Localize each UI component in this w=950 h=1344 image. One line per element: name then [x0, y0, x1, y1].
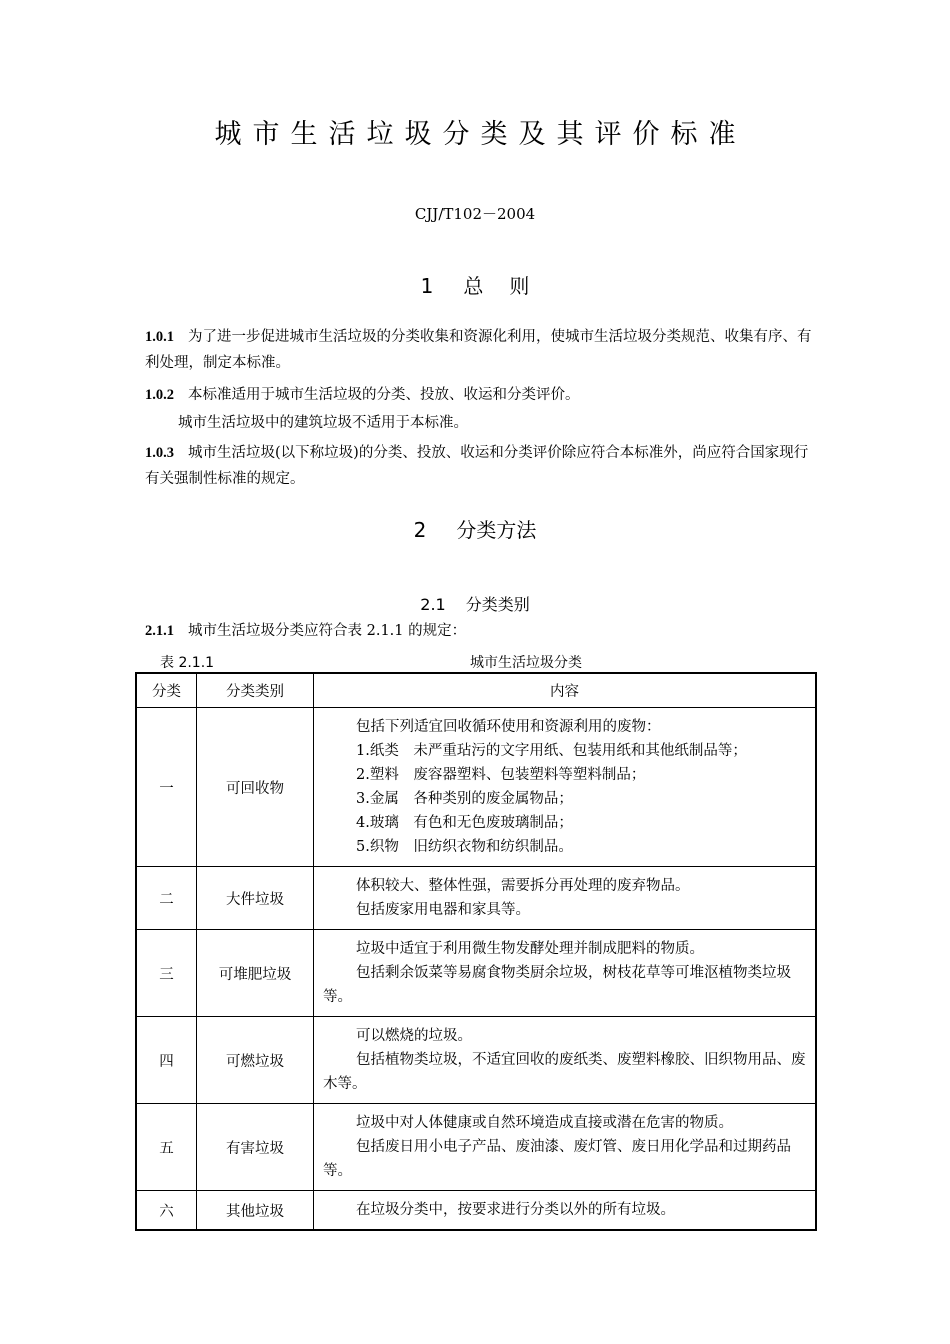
- clause-number: 1.0.1: [145, 329, 174, 345]
- table-header-row: [136, 673, 816, 708]
- content-cell: [314, 1191, 817, 1231]
- table-row: [136, 1104, 816, 1191]
- table-row: [136, 930, 816, 1017]
- clause-2-1-1: [145, 618, 813, 644]
- classification-table: [135, 672, 817, 1231]
- content-line: 包括植物类垃圾，不适宜回收的废纸类、废塑料橡胶、旧织物用品、废木等。: [323, 1052, 806, 1092]
- clause-text: 城市生活垃圾分类应符合表 2.1.1 的规定：: [188, 623, 467, 639]
- content-line: 2.塑料 废容器塑料、包装塑料等塑料制品；: [356, 767, 646, 783]
- category-name-cell: 其他垃圾: [197, 1191, 314, 1231]
- clause-1-0-3: [145, 440, 813, 492]
- clause-1-0-2: [145, 382, 813, 408]
- table-row: [136, 867, 816, 930]
- content-cell: [314, 867, 817, 930]
- category-name-cell: 大件垃圾: [197, 867, 314, 930]
- table-caption: [135, 652, 817, 672]
- content-line: 在垃圾分类中，按要求进行分类以外的所有垃圾。: [356, 1202, 675, 1218]
- category-cell: 一: [136, 708, 197, 867]
- table-row: [136, 1191, 816, 1231]
- category-name-cell: 可燃垃圾: [197, 1017, 314, 1104]
- clause-text: 城市生活垃圾(以下称垃圾)的分类、投放、收运和分类评价除应符合本标准外，尚应符合国家现行有关强制性标准的规定。: [145, 445, 809, 487]
- content-line: 3.金属 各种类别的废金属物品；: [356, 791, 573, 807]
- content-line: 垃圾中对人体健康或自然环境造成直接或潜在危害的物质。: [356, 1115, 733, 1131]
- content-line: 包括剩余饭菜等易腐食物类厨余垃圾，树枝花草等可堆沤植物类垃圾等。: [323, 965, 791, 1005]
- content-line: 包括废家用电器和家具等。: [356, 902, 530, 918]
- category-name-cell: 可回收物: [197, 708, 314, 867]
- content-line: 垃圾中适宜于利用微生物发酵处理并制成肥料的物质。: [356, 941, 704, 957]
- content-line: 体积较大、整体性强，需要拆分再处理的废弃物品。: [356, 878, 690, 894]
- section-2-1-heading: [0, 592, 950, 615]
- section-number: 2.1: [420, 595, 446, 614]
- standard-code: CJJ/T102－2004: [414, 205, 536, 223]
- content-line: 可以燃烧的垃圾。: [356, 1028, 472, 1044]
- content-cell: [314, 930, 817, 1017]
- table-row: [136, 708, 816, 867]
- content-line: 5.织物 旧纺织衣物和纺织制品。: [356, 839, 573, 855]
- category-cell: 二: [136, 867, 197, 930]
- table-caption-title: 城市生活垃圾分类: [470, 655, 582, 671]
- header-content: 内容: [314, 673, 817, 708]
- clause-1-0-1: [145, 324, 813, 376]
- table-caption-id: 表 2.1.1: [160, 655, 215, 671]
- chapter-title: 总则: [463, 274, 556, 298]
- chapter-title: 分类方法: [456, 518, 537, 542]
- clause-number: 1.0.2: [145, 387, 174, 403]
- header-category: 分类: [136, 673, 197, 708]
- chapter-2-heading: [0, 514, 950, 543]
- content-line: 4.玻璃 有色和无色废玻璃制品；: [356, 815, 573, 831]
- clause-1-0-2-note: [178, 410, 846, 436]
- clause-text: 本标准适用于城市生活垃圾的分类、投放、收运和分类评价。: [188, 387, 580, 403]
- document-title: 城市生活垃圾分类及其评价标准: [214, 119, 747, 150]
- clause-text: 城市生活垃圾中的建筑垃圾不适用于本标准。: [178, 415, 468, 431]
- category-cell: 六: [136, 1191, 197, 1231]
- content-line: 包括下列适宜回收循环使用和资源利用的废物：: [356, 719, 661, 735]
- category-cell: 四: [136, 1017, 197, 1104]
- section-title: 分类类别: [465, 595, 530, 614]
- content-cell: [314, 1017, 817, 1104]
- chapter-number: 2: [413, 518, 427, 542]
- clause-number: 2.1.1: [145, 623, 174, 639]
- category-name-cell: 有害垃圾: [197, 1104, 314, 1191]
- table-row: [136, 1017, 816, 1104]
- category-cell: 三: [136, 930, 197, 1017]
- chapter-1-heading: [0, 270, 950, 299]
- clause-text: 为了进一步促进城市生活垃圾的分类收集和资源化利用，使城市生活垃圾分类规范、收集有序、有利处理，制定本标准。: [145, 329, 812, 371]
- content-cell: [314, 708, 817, 867]
- header-category-name: 分类类别: [197, 673, 314, 708]
- content-line: 1.纸类 未严重玷污的文字用纸、包装用纸和其他纸制品等；: [356, 743, 747, 759]
- category-name-cell: 可堆肥垃圾: [197, 930, 314, 1017]
- category-cell: 五: [136, 1104, 197, 1191]
- chapter-number: 1: [420, 274, 434, 298]
- content-cell: [314, 1104, 817, 1191]
- content-line: 包括废日用小电子产品、废油漆、废灯管、废日用化学品和过期药品等。: [323, 1139, 791, 1179]
- clause-number: 1.0.3: [145, 445, 174, 461]
